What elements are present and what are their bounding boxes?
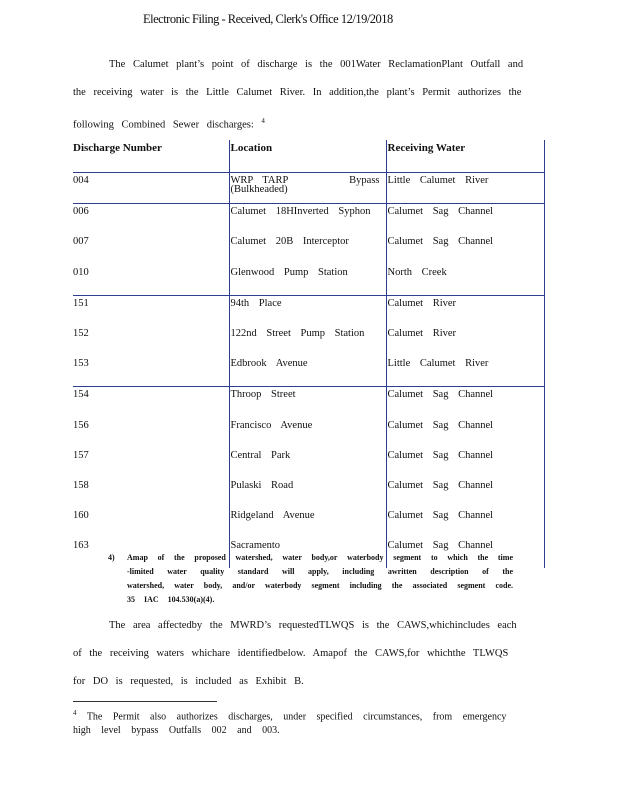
table-row bbox=[73, 508, 544, 538]
cell-location: Calumet 18HInverted Syphon bbox=[229, 204, 386, 235]
cell-receiving-water: North Creek bbox=[386, 265, 544, 296]
regulation-note-number: 4) bbox=[108, 553, 115, 562]
cell-location-note: (Bulkheaded) bbox=[230, 184, 288, 195]
cell-receiving-water: Calumet River bbox=[386, 295, 544, 326]
cell-location: Pulaski Road bbox=[229, 478, 386, 508]
intro-line-3: following Combined Sewer discharges: $^4$ bbox=[73, 117, 265, 131]
cell-receiving-water: Little Calumet River bbox=[386, 356, 544, 387]
cell-location: WRP TARP Bypass (Bulkheaded) bbox=[229, 173, 386, 204]
cell-discharge-number: 156 bbox=[73, 419, 89, 431]
table-row bbox=[73, 387, 544, 418]
cell-receiving-water: Calumet Sag Channel bbox=[386, 387, 544, 418]
intro-paragraph bbox=[73, 51, 525, 140]
footnote-text: The Permit also authorizes discharges, under specified circumstances, from emergency high level bypass Outfalls 002 and 003. bbox=[73, 711, 507, 737]
table-row bbox=[73, 234, 544, 264]
cell-location: Sacramento bbox=[229, 538, 386, 568]
cell-discharge-number: 004 bbox=[73, 175, 89, 186]
table-row bbox=[73, 418, 544, 448]
cell-discharge-number: 160 bbox=[73, 510, 89, 522]
cell-location: Ridgeland Avenue bbox=[229, 508, 386, 538]
cell-receiving-water: Calumet Sag Channel bbox=[386, 234, 544, 264]
cell-discharge-number: 163 bbox=[73, 540, 89, 552]
col-header-discharge-number: Discharge Number bbox=[73, 140, 229, 173]
cell-receiving-water: Calumet Sag Channel bbox=[386, 448, 544, 478]
footnote bbox=[73, 706, 525, 738]
discharge-table bbox=[73, 140, 545, 568]
cell-discharge-number: 157 bbox=[73, 449, 89, 461]
cell-receiving-water: Calumet Sag Channel bbox=[386, 508, 544, 538]
intro-line-2: the receiving water is the Little Calumet River. In addition,the plant’s Permit authorizes the bbox=[73, 87, 522, 98]
cell-location: Edbrook Avenue bbox=[229, 356, 386, 387]
cell-receiving-water: Calumet Sag Channel bbox=[386, 538, 544, 568]
cell-discharge-number: 153 bbox=[73, 358, 89, 370]
body-line-1: The area affectedby the MWRD’s requestedTLWQS is the CAWS,whichincludes each bbox=[109, 620, 517, 631]
table-row bbox=[73, 295, 544, 326]
footnote-mark: 4 bbox=[73, 709, 77, 717]
body-paragraph bbox=[73, 612, 525, 696]
body-line-3: for DO is requested, is included as Exhibit B. bbox=[73, 676, 304, 687]
table-row bbox=[73, 204, 544, 235]
cell-location: Glenwood Pump Station bbox=[229, 265, 386, 296]
cell-discharge-number: 010 bbox=[73, 266, 89, 278]
table-row bbox=[73, 265, 544, 296]
cell-location: 94th Place bbox=[229, 295, 386, 326]
cell-location: Francisco Avenue bbox=[229, 418, 386, 448]
cell-discharge-number: 154 bbox=[73, 387, 229, 418]
cell-location: Calumet 20B Interceptor bbox=[229, 234, 386, 264]
table-row bbox=[73, 326, 544, 356]
regulation-note-text: Amap of the proposed watershed, water body,or waterbody segment to which the time -limited water quality standard will apply, including awritten description of the watershed, water body, and/or waterbody segment including the associated segment code. 35 IAC 104.530(a)(4). bbox=[127, 553, 513, 604]
cell-discharge-number: 006 bbox=[73, 204, 229, 235]
col-header-location: Location bbox=[229, 140, 386, 173]
cell-location: 122nd Street Pump Station bbox=[229, 326, 386, 356]
cell-receiving-water: Little Calumet River bbox=[386, 173, 544, 204]
cell-discharge-number: 007 bbox=[73, 236, 89, 248]
cell-location: Throop Street bbox=[229, 387, 386, 418]
table-row bbox=[73, 173, 544, 204]
col-header-receiving-water: Receiving Water bbox=[386, 140, 544, 173]
page-header: Electronic Filing - Received, Clerk's Office 12/19/2018 bbox=[143, 12, 393, 26]
cell-discharge-number: 152 bbox=[73, 327, 89, 339]
footnote-divider bbox=[73, 701, 217, 702]
table-row bbox=[73, 478, 544, 508]
body-line-2: of the receiving waters whichare identifiedbelow. Amapof the CAWS,for whichthe TLWQS bbox=[73, 648, 509, 659]
cell-discharge-number: 158 bbox=[73, 479, 89, 491]
cell-location: Central Park bbox=[229, 448, 386, 478]
footnote-ref: 4 bbox=[261, 117, 265, 125]
regulation-note bbox=[108, 551, 513, 607]
cell-receiving-water: Calumet River bbox=[386, 326, 544, 356]
table-row bbox=[73, 356, 544, 387]
table-row bbox=[73, 448, 544, 478]
cell-receiving-water: Calumet Sag Channel bbox=[386, 418, 544, 448]
cell-receiving-water: Calumet Sag Channel bbox=[386, 478, 544, 508]
intro-line-1: The Calumet plant’s point of discharge is the 001Water ReclamationPlant Outfall and bbox=[109, 59, 524, 70]
cell-receiving-water: Calumet Sag Channel bbox=[386, 204, 544, 235]
cell-discharge-number: 151 bbox=[73, 295, 229, 326]
table-header-row bbox=[73, 140, 544, 173]
